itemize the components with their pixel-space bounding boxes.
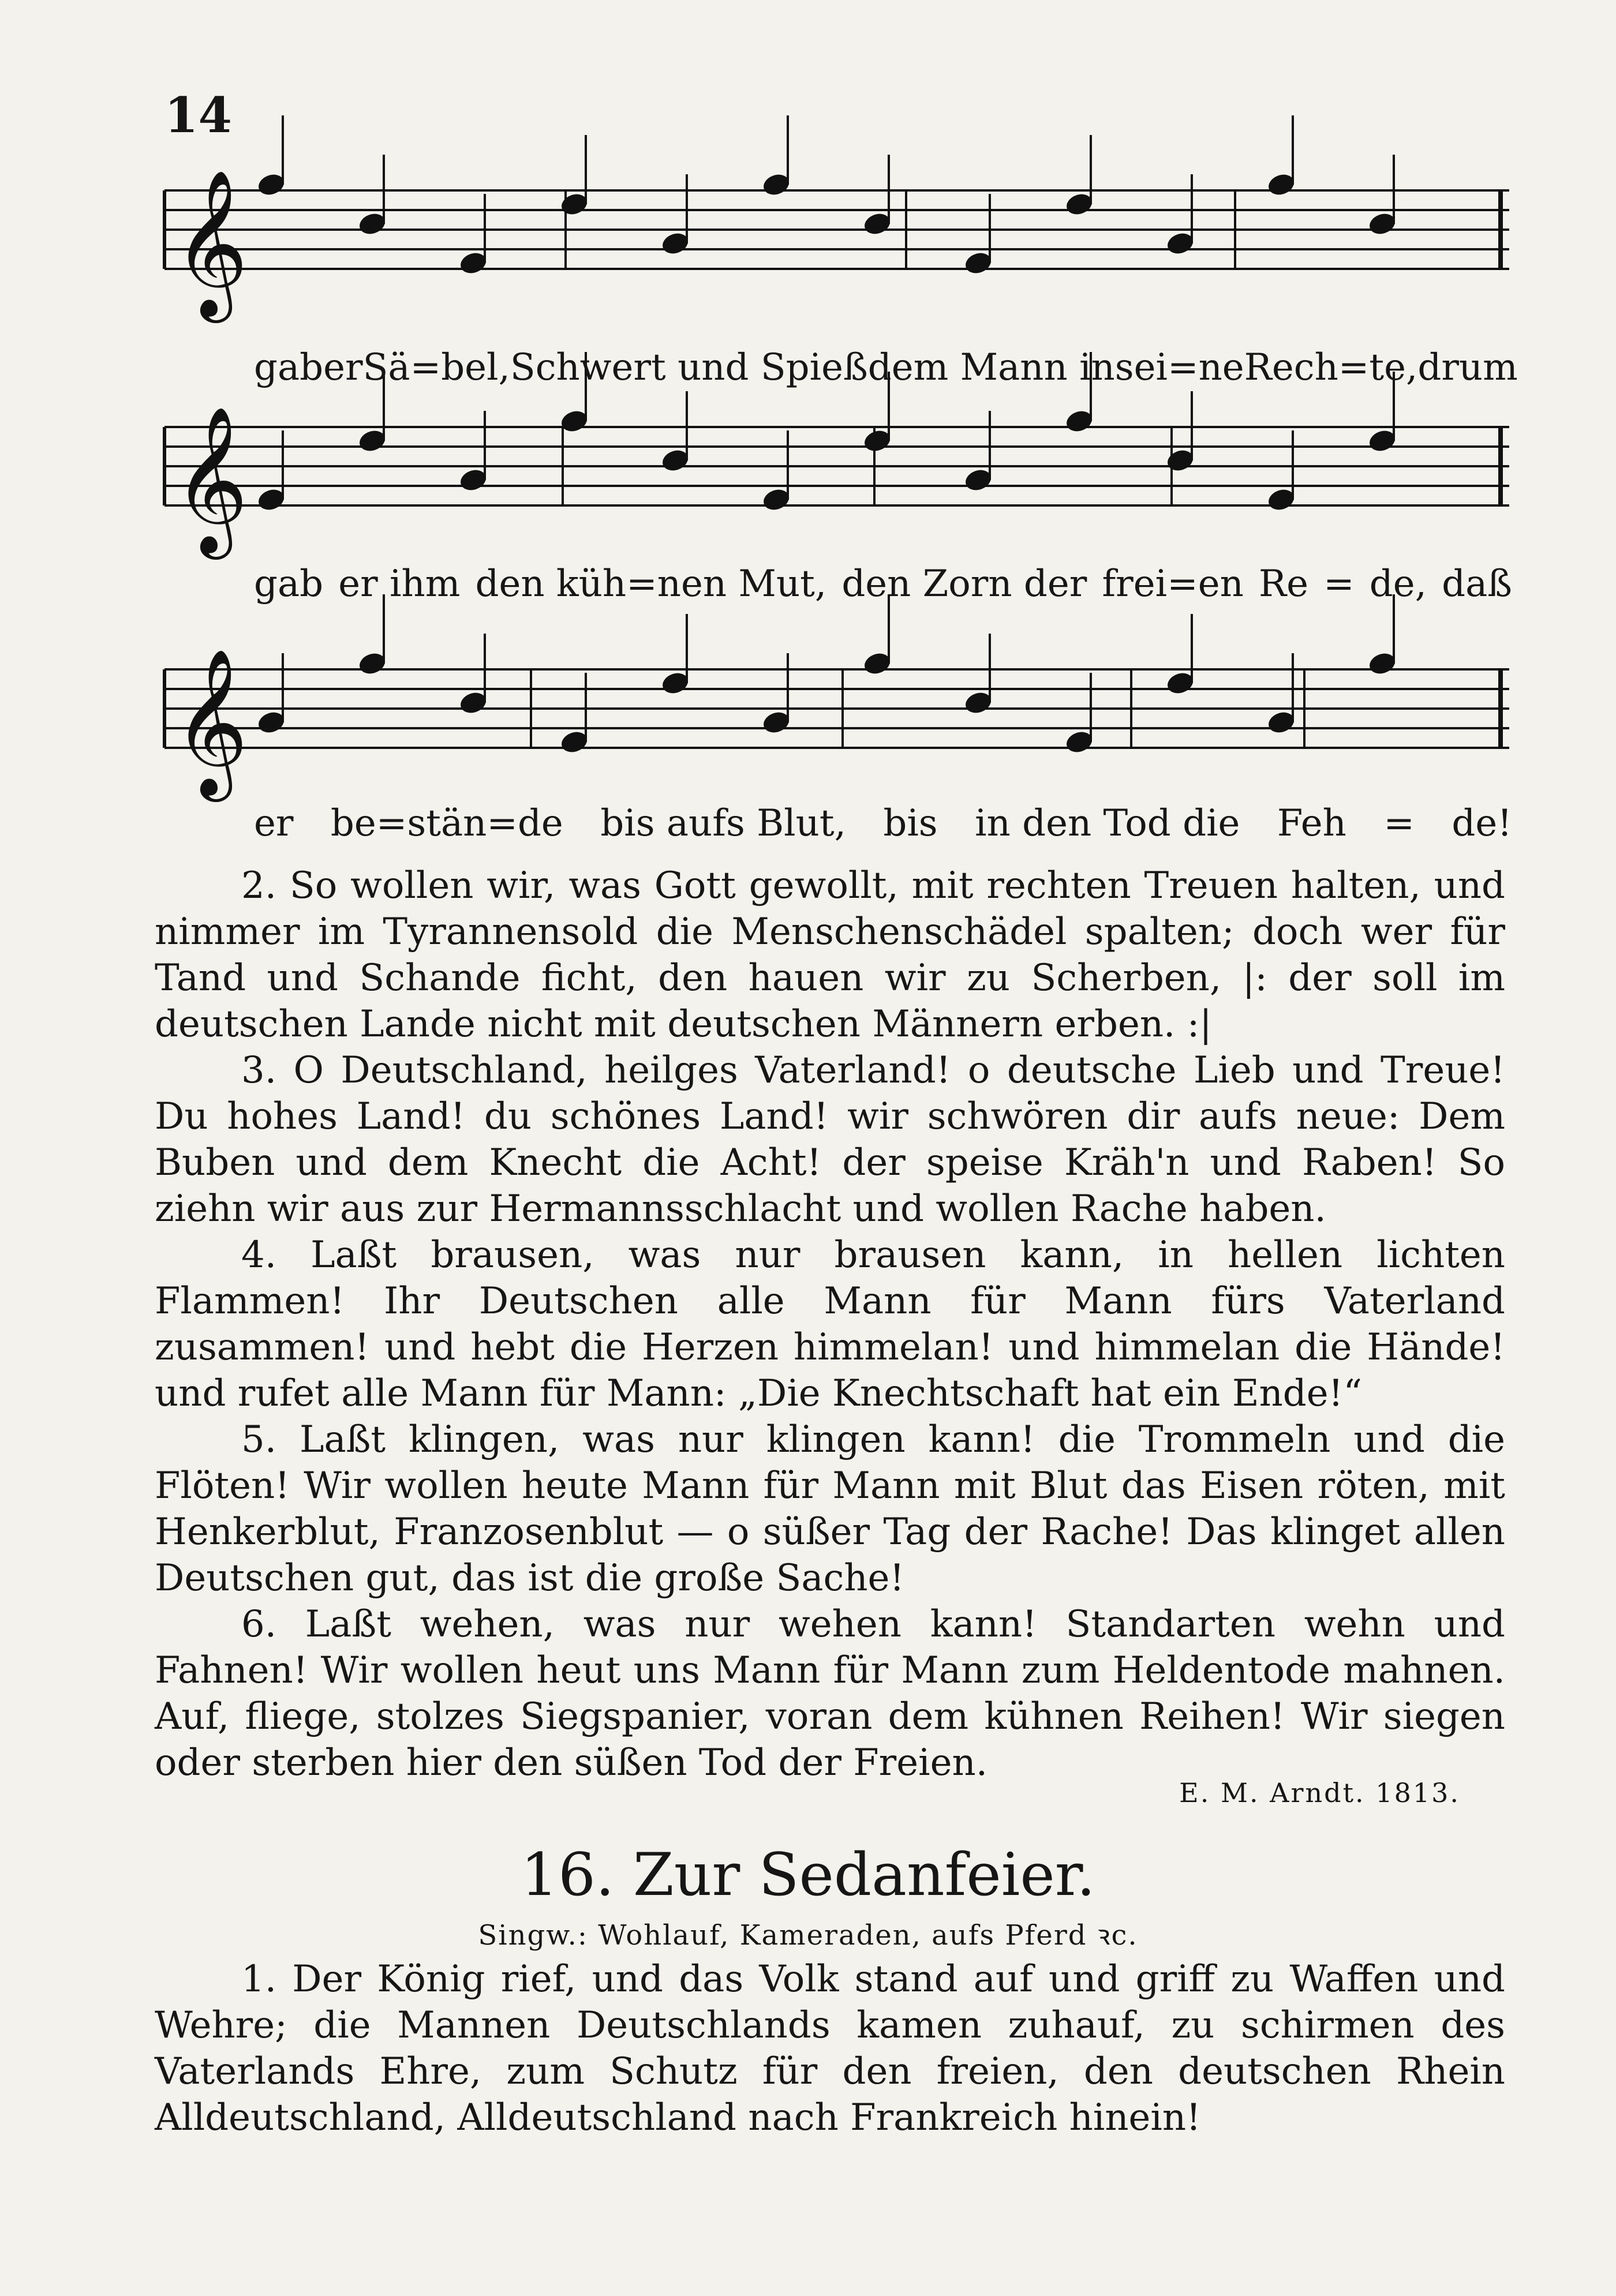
- treble-clef-icon: 𝄞: [173, 647, 249, 795]
- lyric-syllable: daß: [1442, 563, 1512, 605]
- verse-5: 5. Laßt klingen, was nur klingen kann! die Trommeln und die Flöten! Wir wollen heute Mann für Mann mit Blut das Eisen röten, mit Henkerblut, Franzosenblut — o süßer Tag der Rache! Das klinget allen Deutschen gut, das ist die große Sache!: [155, 1418, 1505, 1600]
- lyric-syllable: Schwert und Spieß: [510, 346, 868, 389]
- lyric-syllable: gab: [254, 346, 324, 389]
- lyric-syllable: frei=en: [1102, 563, 1244, 605]
- verse-4: 4. Laßt brausen, was nur brausen kann, in hellen lichten Flammen! Ihr Deutschen alle Mann für Mann fürs Vaterland zusammen! und hebt die Herzen himmelan! und himmelan die Hände! und rufet alle Mann für Mann: „Die Knechtschaft hat ein Ende!“: [155, 1234, 1505, 1415]
- lyrics-line-3: [254, 802, 1512, 845]
- lyric-syllable: er: [323, 346, 363, 389]
- song-verse-1: 1. Der König rief, und das Volk stand auf und griff zu Waffen und Wehre; die Mannen Deutschlands kamen zuhauf, zu schirmen des Vaterlands Ehre, zum Schutz für den freien, den deutschen Rhein Alldeutschland, Alldeutschland nach Frankreich hinein!: [155, 1958, 1505, 2139]
- lyric-syllable: den Zorn der: [841, 563, 1087, 605]
- treble-clef-icon: 𝄞: [173, 405, 249, 553]
- lyric-syllable: dem Mann in: [867, 346, 1115, 389]
- lyric-syllable: Sä=bel,: [362, 346, 510, 389]
- lyric-syllable: ne: [1198, 346, 1244, 389]
- verse-3: 3. O Deutschland, heilges Vaterland! o deutsche Lieb und Treue! Du hohes Land! du schönes Land! wir schwören dir aufs neue: Dem Buben und dem Knecht die Acht! der speise Kräh'n und Raben! So ziehn wir aus zur Hermannsschlacht und wollen Rache haben.: [155, 1049, 1505, 1230]
- lyric-syllable: Feh: [1277, 802, 1346, 845]
- lyric-syllable: in den Tod die: [975, 802, 1240, 845]
- author-signature: E. M. Arndt. 1813.: [1179, 1777, 1460, 1808]
- lyric-syllable: drum: [1417, 346, 1518, 389]
- lyric-syllable: er: [254, 802, 294, 845]
- lyric-syllable: de,: [1369, 563, 1427, 605]
- treble-clef-icon: 𝄞: [173, 168, 249, 316]
- verse-2: 2. So wollen wir, was Gott gewollt, mit rechten Treuen halten, und nimmer im Tyrannensold die Menschenschädel spalten; doch wer für Tand und Schande ficht, den hauen wir zu Scherben, |: der soll im deutschen Lande nicht mit deutschen Männern erben. :|: [155, 864, 1505, 1046]
- verses-block: [155, 863, 1505, 1786]
- lyrics-line-1: [254, 346, 1518, 389]
- lyric-syllable: te,: [1369, 346, 1418, 389]
- page-number: 14: [164, 87, 232, 144]
- lyric-syllable: den küh=nen Mut,: [475, 563, 827, 605]
- lyric-syllable: =: [1323, 563, 1355, 605]
- lyric-syllable: sei: [1114, 346, 1168, 389]
- lyric-syllable: gab: [254, 563, 324, 605]
- lyrics-line-2: [254, 563, 1512, 605]
- music-score: [0, 0, 1616, 854]
- lyric-syllable: =: [1383, 802, 1415, 845]
- lyric-syllable: =: [1167, 346, 1199, 389]
- tune-reference: Singw.: Wohlauf, Kameraden, aufs Pferd ꝛc.: [478, 1919, 1138, 1952]
- lyric-syllable: bis: [883, 802, 938, 845]
- lyric-syllable: Re: [1258, 563, 1308, 605]
- verse-6: 6. Laßt wehen, was nur wehen kann! Standarten wehn und Fahnen! Wir wollen heut uns Mann für Mann zum Heldentode mahnen. Auf, fliege, stolzes Siegspanier, voran dem kühnen Reihen! Wir siegen oder sterben hier den süßen Tod der Freien.: [155, 1603, 1505, 1784]
- lyric-syllable: Rech=: [1244, 346, 1370, 389]
- song-title: 16. Zur Sedanfeier.: [521, 1841, 1095, 1909]
- lyric-syllable: bis aufs Blut,: [600, 802, 846, 845]
- song-verse-1-block: [155, 1956, 1505, 2141]
- lyric-syllable: de!: [1452, 802, 1512, 845]
- lyric-syllable: be=stän=de: [330, 802, 563, 845]
- lyric-syllable: er ihm: [338, 563, 461, 605]
